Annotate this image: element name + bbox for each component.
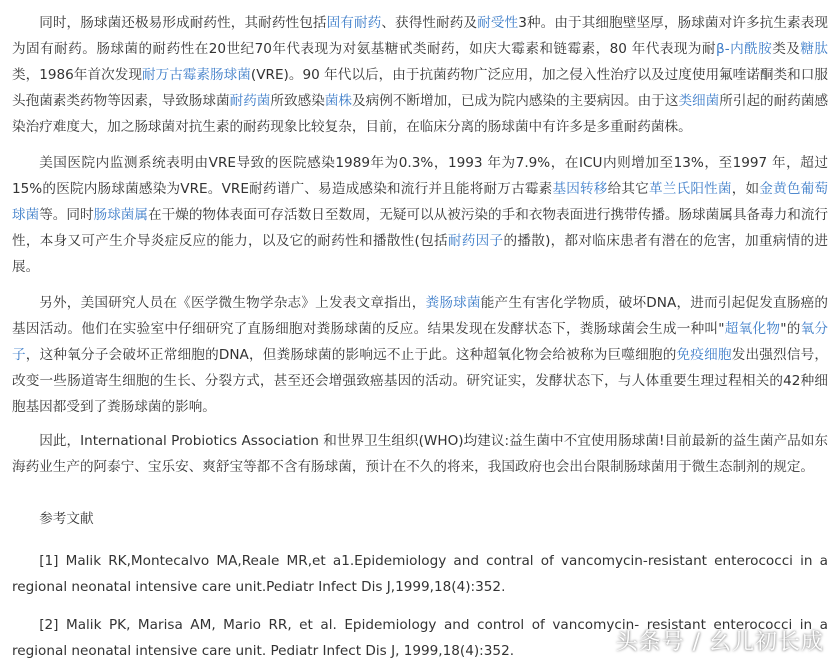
paragraph-text: 及病例不断增加，已成为院内感染的主要病因。由于这: [352, 93, 679, 109]
paragraph-recommendation: [12, 428, 828, 480]
paragraph-text: 在干燥的物体表面可存活数日至数周，无疑可以从被污染的手和衣物表面进行携带传播。肠球菌属具备毒力和流行性，本身又可产生介导炎症反应的能力，以及它的耐药性和播散性(包括: [12, 207, 829, 249]
paragraph-text: (VRE)。90 年代以后，由于抗菌药物广泛应用，加之侵入性治疗以及过度使用氟喹诺酮类和口服头孢菌素类药物等因素，导致肠球菌: [12, 67, 828, 109]
paragraph-text: 另外，美国研究人员在《医学微生物学杂志》上发表文章指出，: [39, 295, 426, 311]
keyword-link[interactable]: 免疫细胞: [676, 347, 732, 363]
paragraph-text: 所引起的耐药菌感染治疗难度大，加之肠球菌对抗生素的耐药现象比较复杂，目前，在临床分离的肠球菌中有许多是多重耐药菌株。: [12, 93, 829, 135]
paragraph-text: ，如: [731, 181, 760, 197]
keyword-link[interactable]: 革兰氏阳性菌: [648, 181, 732, 197]
keyword-link[interactable]: 固有耐药: [326, 15, 382, 31]
paragraph-text: 、获得性耐药及: [381, 15, 478, 31]
paragraph-vre-surveillance: [12, 150, 828, 280]
keyword-link[interactable]: 肠球菌属: [93, 207, 149, 223]
paragraph-text: ，这种氧分子会破坏正常细胞的DNA，但粪肠球菌的影响远不止于此。这种超氧化物会给被称为巨噬细胞的: [25, 347, 677, 363]
paragraph-text: 美国医院内监测系统表明由VRE导致的医院感染1989年为0.3%，1993 年为7.9%，在ICU内则增加至13%，至1997 年，超过15%的医院内肠球菌感染为VRE。VRE耐药谱广、易造成感染和流行并且能将耐万古霉素: [12, 155, 828, 197]
paragraph-drug-resistance: [12, 10, 828, 140]
keyword-link[interactable]: 耐万古霉素肠球菌: [141, 67, 251, 83]
keyword-link[interactable]: β-内酰胺: [716, 41, 773, 57]
paragraph-text: 同时，肠球菌还极易形成耐药性，其耐药性包括: [39, 15, 327, 31]
keyword-link[interactable]: 耐受性: [477, 15, 519, 31]
keyword-link[interactable]: 菌株: [324, 93, 353, 109]
keyword-link[interactable]: 基因转移: [552, 181, 608, 197]
paragraph-text: 等。同时: [39, 207, 94, 223]
paragraph-text: 所致感染: [270, 93, 325, 109]
watermark: 头条号 / 幺儿初长成: [615, 630, 824, 655]
paragraph-text: 因此，International Probiotics Association 和世界卫生组织(WHO)均建议:益生菌中不宜使用肠球菌!目前最新的益生菌产品如东海药业生产的阿泰宁、宝乐安、爽舒宝等都不含有肠球菌，预计在不久的将来，我国政府也会出台限制肠球菌用于微生态制剂的规定。: [12, 433, 828, 475]
keyword-link[interactable]: 耐药菌: [229, 93, 271, 109]
paragraph-text: 类，1986年首次发现: [12, 67, 142, 83]
paragraph-text: 能产生有害化学物质，破坏DNA，进而引起促发直肠癌的基因活动。他们在实验室中仔细研究了直肠细胞对粪肠球菌的反应。结果发现在发酵状态下，粪肠球菌会生成一种叫": [12, 295, 829, 337]
reference-item: [1] Malik RK,Montecalvo MA,Reale MR,et a1.Epidemiology and contral of vancomycin-resistant enterococci in a regional neonatal intensive care unit.Pediatr Infect Dis J,1999,18(4):352.: [12, 553, 828, 595]
keyword-link[interactable]: 超氧化物: [724, 321, 781, 337]
reference-item: [2] Malik PK, Marisa AM, Mario RR, et al. Epidemiology and control of vancomycin- resistant enterococci in a regional neonatal intensive care unit. Pediatr Infect Dis J, 1999,18(4):352.: [12, 617, 828, 659]
keyword-link[interactable]: 糖肽: [800, 41, 828, 57]
keyword-link[interactable]: 氧分子: [12, 321, 829, 363]
keyword-link[interactable]: 金黄色葡萄球菌: [12, 181, 829, 223]
paragraph-text: "的: [780, 321, 801, 337]
paragraph-faecalis-research: [12, 290, 828, 420]
paragraph-text: 给其它: [607, 181, 649, 197]
paragraph-text: 的播散)，都对临床患者有潜在的危害，加重病情的进展。: [12, 233, 828, 275]
paragraph-text: 类及: [772, 41, 801, 57]
paragraph-text: 3种。由于其细胞壁坚厚，肠球菌对许多抗生素表现为固有耐药。肠球菌的耐药性在20世纪70年代表现为对氨基糖甙类耐药，如庆大霉素和链霉素，80 年代表现为耐: [12, 15, 829, 57]
keyword-link[interactable]: 粪肠球菌: [425, 295, 481, 311]
references-heading: 参考文献: [39, 511, 94, 527]
keyword-link[interactable]: 耐药因子: [447, 233, 504, 249]
paragraph-text: 发出强烈信号，改变一些肠道寄生细胞的生长、分裂方式，甚至还会增强致癌基因的活动。研究证实，发酵状态下，与人体重要生理过程相关的42种细胞基因都受到了粪肠球菌的影响。: [12, 347, 829, 415]
keyword-link[interactable]: 类细菌: [678, 93, 720, 109]
